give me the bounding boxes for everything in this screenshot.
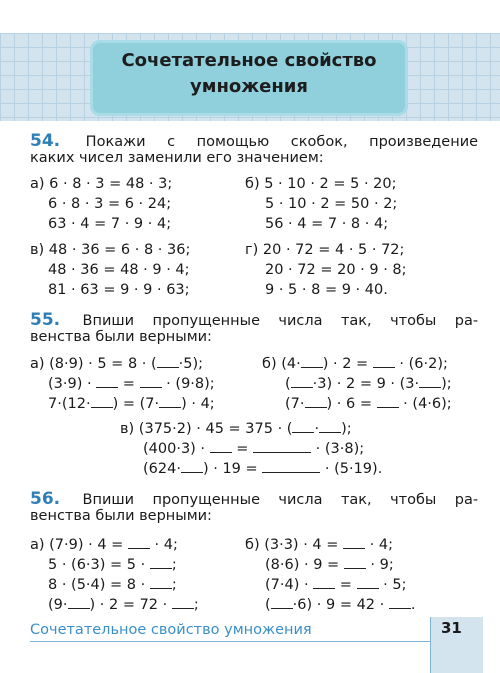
ex55-b-1: б) (4· ) · 2 = · (6·2);: [262, 356, 448, 372]
page-number: 31: [441, 619, 462, 637]
blank[interactable]: [305, 395, 327, 408]
ex54-b-2: 5 · 10 · 2 = 50 · 2;: [265, 196, 398, 212]
blank[interactable]: [292, 420, 314, 433]
blank[interactable]: [157, 355, 179, 368]
blank[interactable]: [291, 375, 313, 388]
blank[interactable]: [373, 355, 395, 368]
ex55-number: 55.: [30, 310, 61, 330]
ex55-a-2: (3·9) · = · (9·8);: [48, 376, 215, 392]
ex55-v-3: (624· ) · 19 = · (5·19).: [143, 461, 383, 477]
ex56-a-2: 5 · (6·3) = 5 · ;: [48, 557, 177, 573]
ex54-word: помощью: [196, 134, 270, 150]
ex56-word: так,: [340, 492, 372, 508]
ex56-word: ра-: [454, 492, 479, 508]
ex54-word: с: [167, 134, 176, 150]
ex54-word: скобок,: [290, 134, 348, 150]
ex55-word: ра-: [454, 313, 479, 329]
ex55-v-1: в) (375·2) · 45 = 375 · ( · );: [120, 421, 352, 437]
blank[interactable]: [210, 440, 232, 453]
blank[interactable]: [301, 355, 323, 368]
ex54-g-2: 20 · 72 = 20 · 9 · 8;: [265, 262, 407, 278]
blank[interactable]: [150, 556, 172, 569]
blank[interactable]: [377, 395, 399, 408]
blank[interactable]: [419, 375, 441, 388]
ex55-v-2: (400·3) · = · (3·8);: [143, 441, 365, 457]
page-number-box: [430, 617, 483, 673]
ex56-line1: [30, 489, 478, 509]
ex55-word: так,: [340, 313, 372, 329]
blank[interactable]: [172, 596, 194, 609]
ex55-line1: [30, 310, 478, 330]
ex54-b-1: б) 5 · 10 · 2 = 5 · 20;: [245, 176, 397, 192]
blank[interactable]: [343, 536, 365, 549]
ex54-v-1: в) 48 · 36 = 6 · 8 · 36;: [30, 242, 191, 258]
blank[interactable]: [253, 440, 311, 453]
blank[interactable]: [150, 576, 172, 589]
title-box: [90, 40, 408, 116]
ex54-word: произведение: [369, 134, 479, 150]
ex54-g-3: 9 · 5 · 8 = 9 · 40.: [265, 282, 388, 298]
blank[interactable]: [91, 395, 113, 408]
blank[interactable]: [128, 536, 150, 549]
page-title-line1: Сочетательное свойство: [121, 50, 377, 71]
ex54-g-1: г) 20 · 72 = 4 · 5 · 72;: [245, 242, 405, 258]
blank[interactable]: [262, 460, 320, 473]
ex55-a-3: 7·(12· ) = (7· ) · 4;: [48, 396, 215, 412]
ex56-word: пропущенные: [152, 492, 261, 508]
blank[interactable]: [271, 596, 293, 609]
blank[interactable]: [68, 596, 90, 609]
blank[interactable]: [96, 375, 118, 388]
page-title-line2: умножения: [190, 76, 308, 97]
blank[interactable]: [319, 420, 341, 433]
ex56-b-4: ( ·6) · 9 = 42 · .: [265, 597, 416, 613]
ex56-a-3: 8 · (5·4) = 8 · ;: [48, 577, 177, 593]
blank[interactable]: [181, 460, 203, 473]
ex54-b-3: 56 · 4 = 7 · 8 · 4;: [265, 216, 389, 232]
blank[interactable]: [389, 596, 411, 609]
blank[interactable]: [140, 375, 162, 388]
ex56-word: числа: [278, 492, 323, 508]
ex56-b-1: б) (3·3) · 4 = · 4;: [245, 537, 393, 553]
ex54-number: 54.: [30, 131, 61, 151]
ex54-v-3: 81 · 63 = 9 · 9 · 63;: [48, 282, 190, 298]
footer-chapter-title: Сочетательное свойство умножения: [30, 622, 312, 638]
ex55-a-1: а) (8·9) · 5 = 8 · ( ·5);: [30, 356, 204, 372]
blank[interactable]: [159, 395, 181, 408]
ex54-v-2: 48 · 36 = 48 · 9 · 4;: [48, 262, 190, 278]
ex56-word: чтобы: [390, 492, 437, 508]
ex54-line2: каких чисел заменили его значением:: [30, 150, 324, 166]
blank[interactable]: [344, 556, 366, 569]
blank[interactable]: [313, 576, 335, 589]
ex56-line2: венства были верными:: [30, 508, 212, 524]
ex54-line1: [30, 131, 478, 151]
ex54-a-2: 6 · 8 · 3 = 6 · 24;: [48, 196, 172, 212]
ex54-a-3: 63 · 4 = 7 · 9 · 4;: [48, 216, 172, 232]
ex55-word: пропущенные: [152, 313, 261, 329]
ex55-word: Впиши: [82, 313, 135, 329]
ex56-word: Впиши: [82, 492, 135, 508]
blank[interactable]: [357, 576, 379, 589]
ex54-a-1: а) 6 · 8 · 3 = 48 · 3;: [30, 176, 173, 192]
ex55-b-3: (7· ) · 6 = · (4·6);: [285, 396, 452, 412]
footer-divider: [30, 641, 430, 642]
ex56-a-1: а) (7·9) · 4 = · 4;: [30, 537, 178, 553]
ex56-b-3: (7·4) · = · 5;: [265, 577, 407, 593]
ex55-b-2: ( ·3) · 2 = 9 · (3· );: [285, 376, 452, 392]
ex55-line2: венства были верными:: [30, 329, 212, 345]
ex56-number: 56.: [30, 489, 61, 509]
ex56-a-4: (9· ) · 2 = 72 · ;: [48, 597, 199, 613]
ex55-word: числа: [278, 313, 323, 329]
ex56-b-2: (8·6) · 9 = · 9;: [265, 557, 394, 573]
ex55-word: чтобы: [390, 313, 437, 329]
ex54-word: Покажи: [85, 134, 146, 150]
